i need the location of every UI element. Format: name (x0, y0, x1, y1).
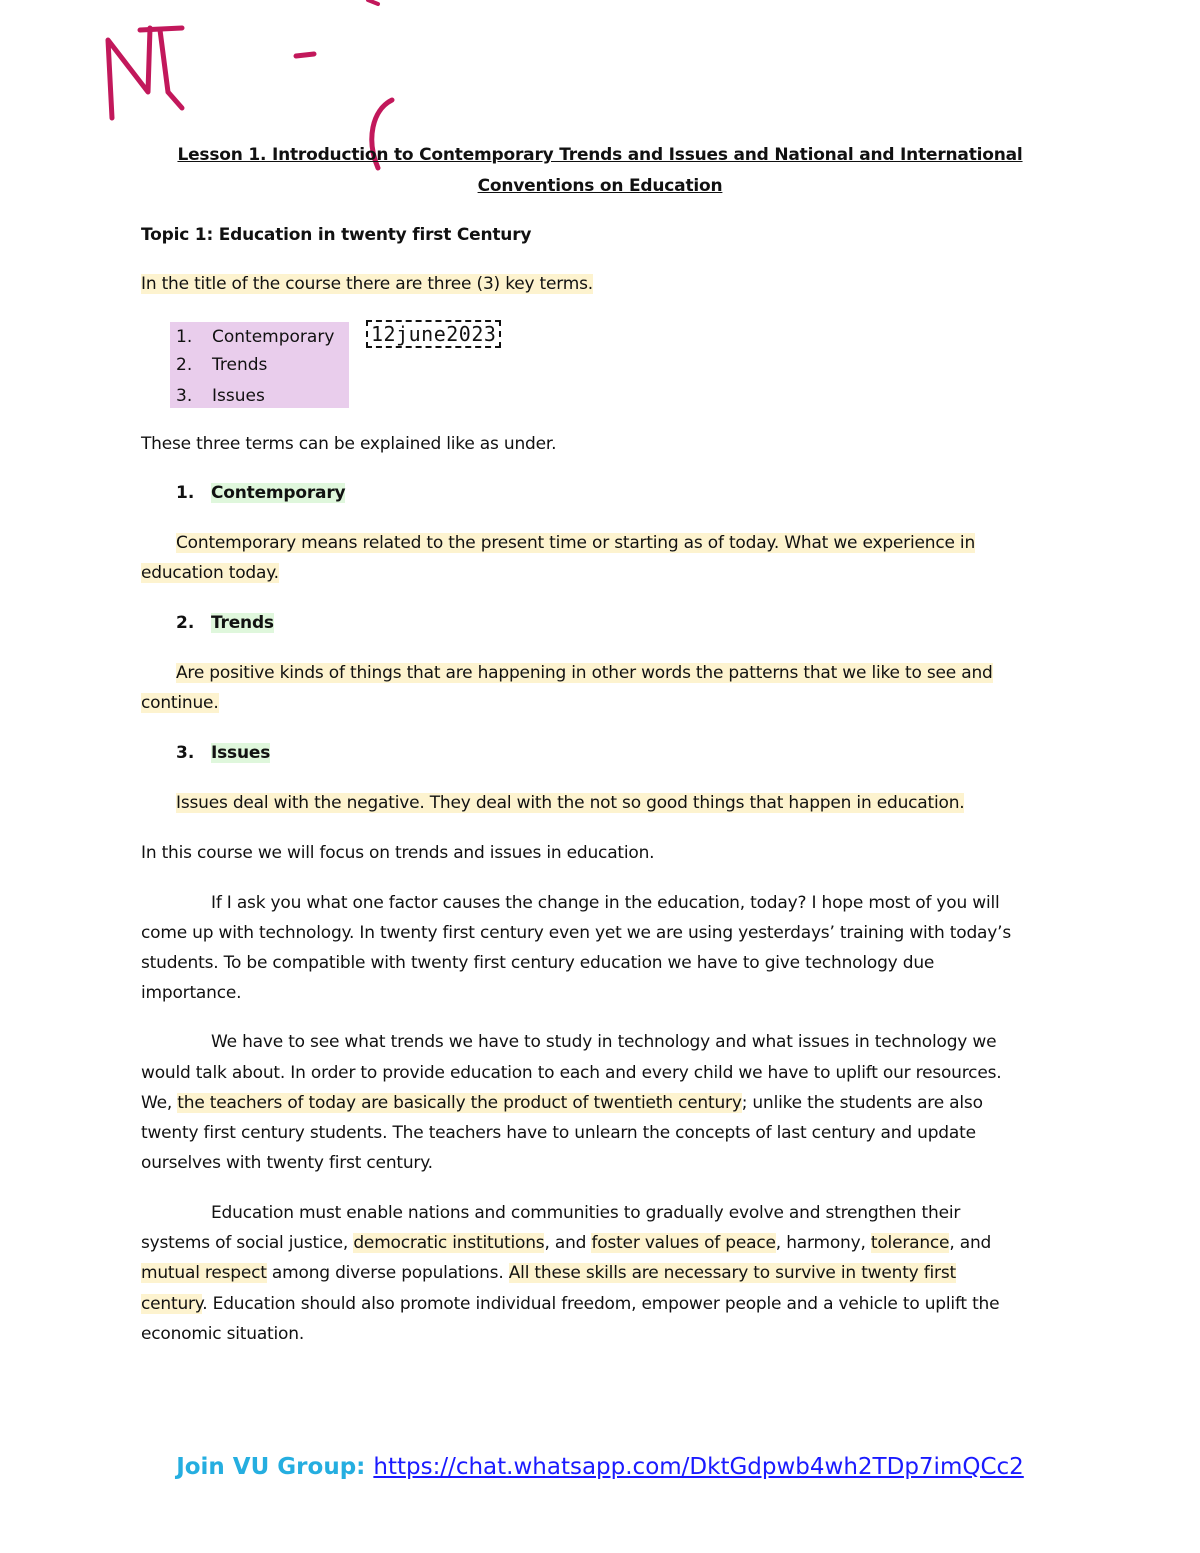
explained-text: These three terms can be explained like as under. (141, 434, 557, 454)
paragraph-line: century. Education should also promote individual freedom, empower people and a vehicle to uplift the (141, 1294, 1000, 1314)
paragraph-line: students. To be compatible with twenty first century education we have to give technology due (141, 953, 935, 973)
intro-text: In the title of the course there are three (3) key terms. (141, 274, 593, 294)
term-number: 2. (176, 613, 195, 633)
lesson-title-line1: Lesson 1. Introduction to Contemporary Trends and Issues and National and International (177, 145, 1023, 165)
key-term-item: Contemporary (212, 327, 335, 347)
handwritten-scribble (0, 0, 1200, 200)
paragraph-line: twenty first century students. The teachers have to unlearn the concepts of last century and update (141, 1123, 976, 1143)
whatsapp-group-link[interactable]: https://chat.whatsapp.com/DktGdpwb4wh2TDp7imQCc2 (373, 1454, 1024, 1480)
key-term-number: 1. (176, 327, 193, 347)
term-definition: Issues deal with the negative. They deal with the not so good things that happen in education. (176, 793, 965, 813)
key-term-item: Issues (212, 386, 265, 406)
paragraph-line: We have to see what trends we have to study in technology and what issues in technology we (211, 1032, 997, 1052)
paragraph-line: would talk about. In order to provide education to each and every child we have to uplift our resources. (141, 1063, 1002, 1083)
footer-label: Join VU Group: (176, 1454, 374, 1480)
term-definition-cont: education today. (141, 563, 279, 583)
paragraph-line: We, the teachers of today are basically the product of twentieth century; unlike the students are also (141, 1093, 983, 1113)
term-definition: Are positive kinds of things that are happening in other words the patterns that we like to see and (176, 663, 993, 683)
focus-text: In this course we will focus on trends and issues in education. (141, 843, 655, 863)
date-stamp: 12june2023 (366, 320, 501, 348)
paragraph-line: ourselves with twenty first century. (141, 1153, 433, 1173)
term-heading-trends: Trends (211, 613, 274, 633)
term-number: 3. (176, 743, 195, 763)
paragraph-line: mutual respect among diverse populations. All these skills are necessary to survive in twenty first (141, 1263, 956, 1283)
term-heading-issues: Issues (211, 743, 271, 763)
footer-join-group (0, 1450, 1200, 1484)
topic-heading: Topic 1: Education in twenty first Century (141, 225, 532, 245)
paragraph-line: Education must enable nations and communities to gradually evolve and strengthen their (211, 1203, 961, 1223)
term-number: 1. (176, 483, 195, 503)
paragraph-line: If I ask you what one factor causes the change in the education, today? I hope most of you will (211, 893, 1000, 913)
term-definition: Contemporary means related to the present time or starting as of today. What we experience in (176, 533, 976, 553)
paragraph-line: come up with technology. In twenty first century even yet we are using yesterdays’ training with today’s (141, 923, 1011, 943)
key-term-number: 3. (176, 386, 193, 406)
paragraph-line: systems of social justice, democratic institutions, and foster values of peace, harmony, tolerance, and (141, 1233, 992, 1253)
term-heading-contemporary: Contemporary (211, 483, 346, 503)
lesson-title-line2: Conventions on Education (477, 176, 723, 196)
key-term-number: 2. (176, 355, 193, 375)
paragraph-line: importance. (141, 983, 242, 1003)
key-term-item: Trends (212, 355, 268, 375)
term-definition-cont: continue. (141, 693, 219, 713)
paragraph-line: economic situation. (141, 1324, 305, 1344)
